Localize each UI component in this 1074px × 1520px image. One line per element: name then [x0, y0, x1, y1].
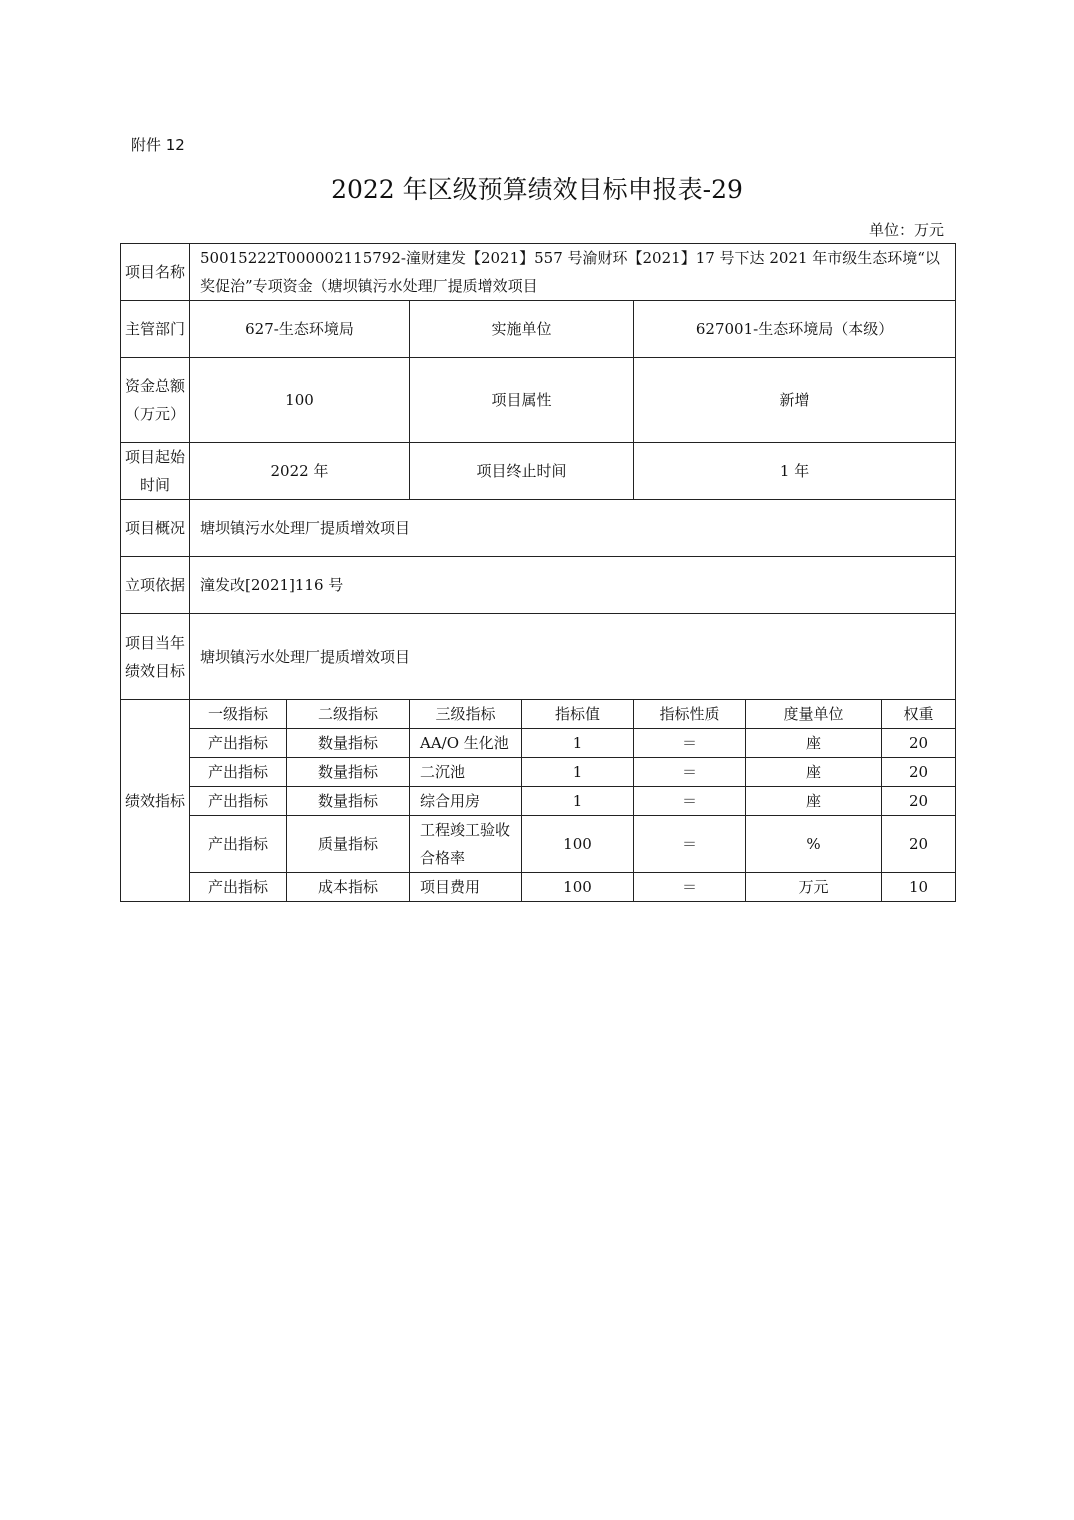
indicator-cell: 座 [746, 758, 882, 787]
overview-value: 塘坝镇污水处理厂提质增效项目 [190, 500, 956, 557]
row-goal [121, 614, 956, 700]
fund-label: 资金总额（万元） [121, 358, 190, 443]
indicator-row [121, 758, 956, 787]
indicator-cell: ＝ [634, 787, 746, 816]
indicator-header-cell: 一级指标 [190, 700, 287, 729]
attr-value: 新增 [634, 358, 956, 443]
indicator-cell: 成本指标 [287, 873, 410, 902]
end-value: 1 年 [634, 443, 956, 500]
indicator-cell: ＝ [634, 758, 746, 787]
row-overview [121, 500, 956, 557]
indicator-cell: 1 [522, 729, 634, 758]
indicator-cell: 100 [522, 816, 634, 873]
goal-value: 塘坝镇污水处理厂提质增效项目 [190, 614, 956, 700]
unit-label: 单位：万元 [868, 221, 944, 239]
row-time [121, 443, 956, 500]
start-label: 项目起始时间 [121, 443, 190, 500]
indicator-cell: 数量指标 [287, 758, 410, 787]
indicator-cell: 100 [522, 873, 634, 902]
row-fund [121, 358, 956, 443]
basis-value: 潼发改[2021]116 号 [190, 557, 956, 614]
indicator-cell: 产出指标 [190, 758, 287, 787]
indicator-cell: 产出指标 [190, 787, 287, 816]
attr-label: 项目属性 [410, 358, 634, 443]
fund-value: 100 [190, 358, 410, 443]
row-project-name [121, 244, 956, 301]
indicator-cell: 10 [882, 873, 956, 902]
indicator-cell: AA/O 生化池 [410, 729, 522, 758]
indicator-header-cell: 度量单位 [746, 700, 882, 729]
indicator-cell: 数量指标 [287, 787, 410, 816]
indicator-row [121, 873, 956, 902]
budget-form-table [120, 243, 956, 902]
indicator-cell: % [746, 816, 882, 873]
basis-label: 立项依据 [121, 557, 190, 614]
row-basis [121, 557, 956, 614]
indicator-cell: 产出指标 [190, 729, 287, 758]
project-name-value: 50015222T000002115792-潼财建发【2021】557 号渝财环【2021】17 号下达 2021 年市级生态环境“以奖促治”专项资金（塘坝镇污水处理厂提质增效项目 [190, 244, 956, 301]
indicator-header-cell: 三级指标 [410, 700, 522, 729]
indicator-header-cell: 指标值 [522, 700, 634, 729]
page-title: 2022 年区级预算绩效目标申报表-29 [331, 175, 743, 204]
indicator-cell: 产出指标 [190, 873, 287, 902]
indicator-cell: 综合用房 [410, 787, 522, 816]
indicator-cell: 20 [882, 816, 956, 873]
indicator-cell: 座 [746, 787, 882, 816]
overview-label: 项目概况 [121, 500, 190, 557]
indicator-cell: 项目费用 [410, 873, 522, 902]
indicator-section-label: 绩效指标 [121, 700, 190, 902]
indicator-cell: 万元 [746, 873, 882, 902]
indicator-row [121, 787, 956, 816]
impl-label: 实施单位 [410, 301, 634, 358]
start-value: 2022 年 [190, 443, 410, 500]
row-dept [121, 301, 956, 358]
indicator-cell: 数量指标 [287, 729, 410, 758]
indicator-header-cell: 权重 [882, 700, 956, 729]
indicator-cell: 20 [882, 758, 956, 787]
indicator-cell: 20 [882, 729, 956, 758]
attachment-label: 附件 12 [131, 136, 185, 154]
end-label: 项目终止时间 [410, 443, 634, 500]
indicator-cell: 座 [746, 729, 882, 758]
dept-value: 627-生态环境局 [190, 301, 410, 358]
indicator-cell: 1 [522, 787, 634, 816]
indicator-cell: 1 [522, 758, 634, 787]
indicator-row [121, 729, 956, 758]
indicator-cell: 工程竣工验收合格率 [410, 816, 522, 873]
indicator-cell: ＝ [634, 729, 746, 758]
indicator-cell: 20 [882, 787, 956, 816]
project-name-label: 项目名称 [121, 244, 190, 301]
dept-label: 主管部门 [121, 301, 190, 358]
indicator-header-cell: 二级指标 [287, 700, 410, 729]
indicator-cell: ＝ [634, 873, 746, 902]
indicator-row [121, 816, 956, 873]
impl-value: 627001-生态环境局（本级） [634, 301, 956, 358]
indicator-cell: 质量指标 [287, 816, 410, 873]
indicator-header-row [121, 700, 956, 729]
indicator-header-cell: 指标性质 [634, 700, 746, 729]
indicator-cell: ＝ [634, 816, 746, 873]
goal-label: 项目当年绩效目标 [121, 614, 190, 700]
indicator-cell: 产出指标 [190, 816, 287, 873]
indicator-cell: 二沉池 [410, 758, 522, 787]
